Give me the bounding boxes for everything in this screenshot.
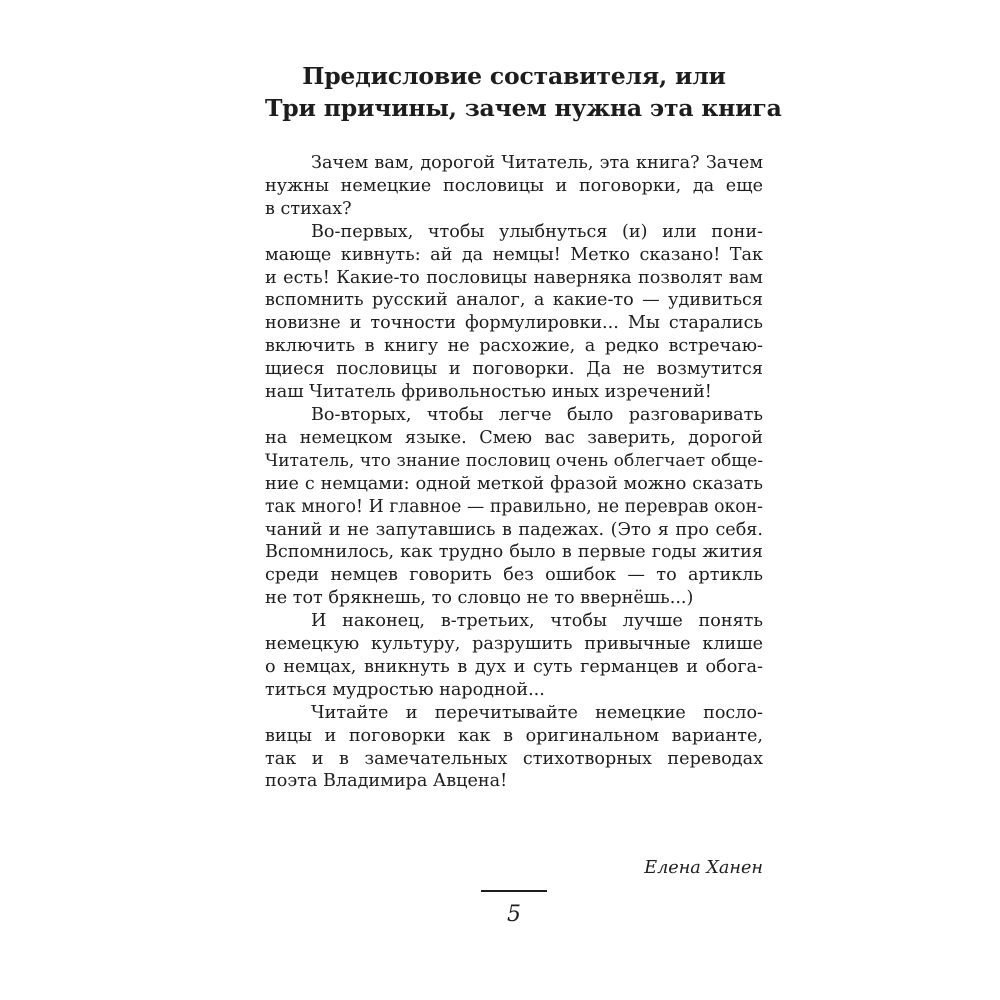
text-line: на немецком языке. Смею вас заверить, дорогой [265,427,763,448]
text-line: не тот брякнешь, то словцо не то ввернёшь...) [265,588,694,609]
text-line: включить в книгу не расхожие, а редко встречаю- [265,336,763,357]
paragraph-2 [265,221,763,404]
text-line: новизне и точности формулировки... Мы старались [265,313,763,334]
text-line: немецкую культуру, разрушить привычные клише [265,634,763,655]
text-line: Во-вторых, чтобы легче было разговаривать [311,404,763,425]
page-title [265,60,782,124]
title-line-1: Предисловие составителя, или [302,62,726,90]
text-line: Зачем вам, дорогой Читатель, эта книга? Зачем [311,153,763,173]
text-line: вспомнить русский аналог, а какие-то — удивиться [265,290,763,311]
paragraph-3 [265,404,763,610]
title-line-2: Три причины, зачем нужна эта книга [265,94,782,122]
text-line: и есть! Какие-то пословицы наверняка позволят вам [265,267,763,288]
text-line: мающе кивнуть: ай да немцы! Метко сказано! Так [265,244,763,265]
text-line: среди немцев говорить без ошибок — то артикль [265,565,763,586]
text-line: нужны немецкие пословицы и поговорки, да еще [265,175,763,196]
text-line: щиеся пословицы и поговорки. Да не возмутится [265,359,763,380]
preface-body [265,152,763,793]
paragraph-5 [265,702,763,794]
book-page [265,60,782,878]
text-line: о немцах, вникнуть в дух и суть германцев и обога- [265,656,763,677]
text-line: так и в замечательных стихотворных переводах [265,748,763,769]
text-line: в стихах? [265,198,352,219]
text-line: титься мудростью народной... [265,679,545,700]
text-line: ние с немцами: одной меткой фразой можно сказать [265,473,763,494]
text-line: вицы и поговорки как в оригинальном варианте, [265,725,763,746]
author-signature: Елена Ханен [644,858,763,878]
text-line: Во-первых, чтобы улыбнуться (и) или пони- [311,221,763,242]
footer-rule [481,890,547,892]
text-line: Читайте и перечитывайте немецкие посло- [311,702,763,723]
text-line: Читатель, что знание пословиц очень облегчает обще- [265,450,763,471]
page-number: 5 [507,902,521,927]
paragraph-1 [265,152,763,221]
text-line: наш Читатель фривольностью иных изречений! [265,382,712,403]
paragraph-4 [265,610,763,702]
text-line: поэта Владимира Авцена! [265,771,508,792]
text-line: Вспомнилось, как трудно было в первые годы жития [265,542,763,563]
text-line: так много! И главное — правильно, не переврав окон- [265,496,763,517]
text-line: И наконец, в-третьих, чтобы лучше понять [311,611,763,632]
text-line: чаний и не запутавшись в падежах. (Это я про себя. [265,519,763,540]
